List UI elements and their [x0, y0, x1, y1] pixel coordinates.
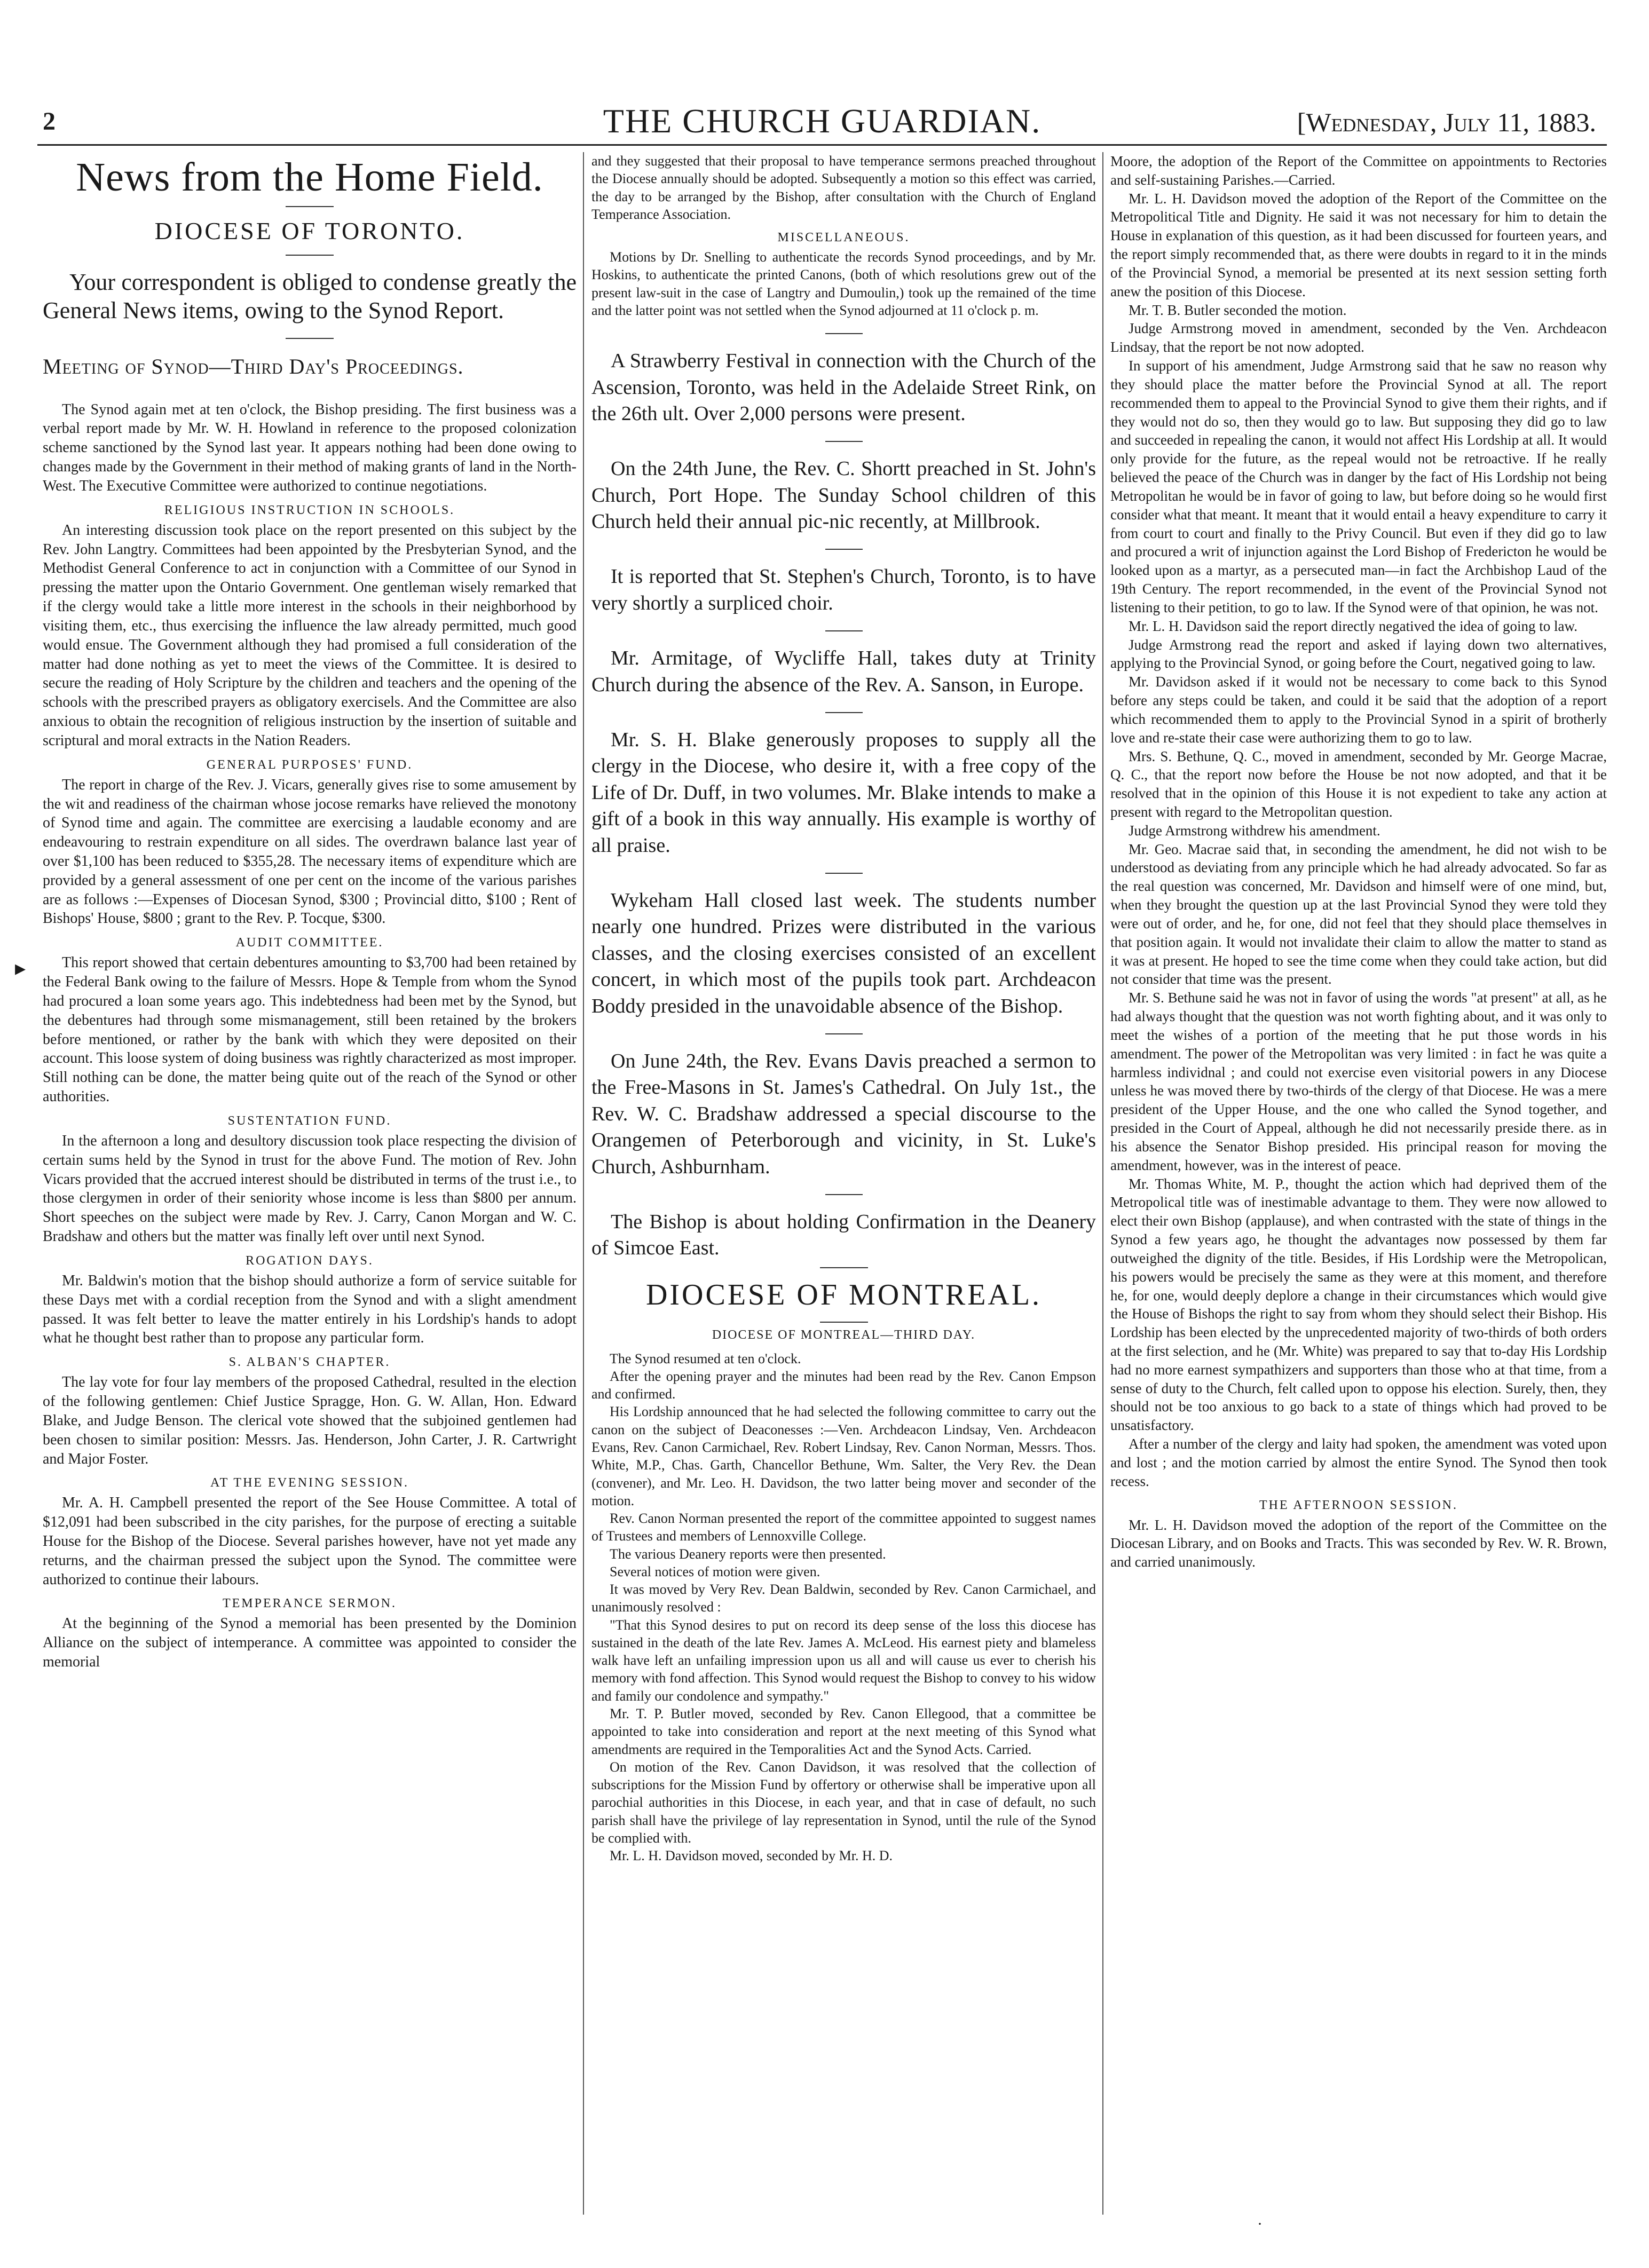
article-paragraph: This report showed that certain debentures amounting to $3,700 had been retained by the Federal Bank owing to the failure of Messrs. Hope & Temple from whom the Synod had procured a loan some years ago. This indebtedness had been met by the Synod, but the debentures had through some mismanagement, still been retained by the brokers before mentioned, or rather by the bank with which they were deposited on their account. This loose system of doing business was rightly characterized as most improper. Still nothing can be done, the matter being quite out of the reach of the Synod or other authorities. — [43, 954, 577, 1105]
subheading: RELIGIOUS INSTRUCTION IN SCHOOLS. — [164, 503, 455, 517]
article-paragraph: The Synod again met at ten o'clock, the Bishop presiding. The first business was a verbal report made by Mr. W. H. Howland in reference to the proposed colonization scheme sanctioned by the Synod last year. It appears nothing had been done owing to changes made by the Government in their method of making grants of land in the North-West. The Executive Committee were authorized to continue negotiations. — [43, 401, 577, 494]
diocese-heading: DIOCESE OF MONTREAL. — [645, 1278, 1042, 1311]
subheading: DIOCESE OF MONTREAL—THIRD DAY. — [712, 1327, 976, 1342]
divider — [825, 873, 863, 874]
divider — [825, 549, 863, 550]
article-paragraph: "That this Synod desires to put on record its deep sense of the loss this diocese has sustained in the death of the late Rev. James A. McLeod. His earnest piety and blameless walk have left an unfailing impression upon us all and will cause us ever to cherish his memory with fond affection. This Synod would request the Bishop to convey to his widow and family our condolence and sympathy." — [591, 1617, 1096, 1704]
article-paragraph: Mr. L. H. Davidson moved the adoption of the report of the Committee on the Diocesan Library, and on Books and Tracts. This was seconded by Rev. W. R. Brown, and carried unanimously. — [1110, 1516, 1607, 1570]
divider — [825, 630, 863, 631]
divider — [286, 255, 334, 256]
divider — [825, 441, 863, 442]
subheading: MISCELLANEOUS. — [777, 231, 910, 245]
column-1 — [43, 152, 577, 2225]
margin-mark: ▸ — [15, 956, 26, 980]
article-paragraph: His Lordship announced that he had selected the following committee to carry out the canon on the subject of Deaconesses :—Ven. Archdeacon Lindsay, Ven. Archdeacon Evans, Rev. Canon Carmichael, Rev. Robert Lindsay, Rev. Canon Norman, Messrs. Thos. White, M.P., Chas. Garth, Chancellor Bethune, Wm. Salter, the Very Rev. the Dean (convener), and Mr. Leo. H. Davidson, the two latter being mover and seconder of the motion. — [591, 1404, 1096, 1508]
article-paragraph: Mr. Davidson asked if it would not be necessary to come back to this Synod before any steps could be taken, and could it be said that the adoption of a report which recommended them to apply to the Provincial Synod in a spirit of brotherly love and re-state their case were authorizing them to go to law. — [1110, 674, 1607, 746]
article-paragraph: and they suggested that their proposal to have temperance sermons preached throughout the Diocese annually should be adopted. Subsequently a motion so this effect was carried, the day to be arranged by the Bishop, after consultation with the Church of England Temperance Association. — [591, 153, 1096, 222]
article-paragraph: In support of his amendment, Judge Armstrong said that he saw no reason why they should place the matter before the Provincial Synod at all. The report recommended them to appeal to the Provincial Synod to give them their rights, and if they would not do so, then they would go to law. But supposing they did go to law and succeeded in repealing the canon, it would not affect His Lordship at all. It would only provide for the future, as the repeal would not be retroactive. If he really believed the peace of the Church was in danger by the fact of His Lordship not being Metropolitan he would be in favor of going to law, but before doing so he would first consider what that meant. It meant that it would entail a heavy expenditure to carry it from court to court and finally to the Privy Council. But even if they did go to law and procured a writ of injunction against the Lord Bishop of Fredericton he would be looked upon as a martyr, as a persecuted man—in fact the Archbishop Laud of the 19th Century. The report recommended, in the event of the Provincial Synod not listening to their petition, to go to law. If the Synod were of that opinion, he was not. — [1110, 358, 1607, 615]
article-paragraph: Mr. Thomas White, M. P., thought the action which had deprived them of the Metropolical title was of inestimable advantage to them. They were now allowed to elect their own Bishop (applause), and when contrasted with the state of things in the Synod a few years ago, he thought the advantages now possessed by them far outweighed the dignity of the title. Besides, if His Lordship were the Metropolican, his powers would be precisely the same as they were at this moment, and therefore he, for one, would deeply deplore a change in their circumstances which would give the House of Bishops the right to say from whom they should select their Bishop. His Lordship has been elected by the unprecedented majority of two-thirds of both orders at the first selection, and he (Mr. White) was prepared to say that to-day His Lordship had no more earnest sympathizers and supporters than those who at that time, from a sense of duty to the Church, felt called upon to oppose his election. Surely, then, they should not be too anxious to go back to a state of things which had proved to be unsatisfactory. — [1110, 1175, 1607, 1434]
article-paragraph: At the beginning of the Synod a memorial has been presented by the Dominion Alliance on the subject of intemperance. A committee was appointed to consider the memorial — [43, 1615, 577, 1671]
article-paragraph: The lay vote for four lay members of the proposed Cathedral, resulted in the election of the following gentlemen: Chief Justice Spragge, Hon. G. W. Allan, Hon. Edward Blake, and Judge Benson. The clerical vote showed that the subjoined gentlemen had been chosen to similar position: Messrs. Jas. Henderson, John Carter, J. R. Cartwright and Major Foster. — [43, 1374, 577, 1467]
article-paragraph: Several notices of motion were given. — [610, 1563, 820, 1579]
article-paragraph: Mr. T. B. Butler seconded the motion. — [1129, 302, 1347, 318]
subheading: TEMPERANCE SERMON. — [222, 1597, 397, 1611]
section-heading: News from the Home Field. — [76, 155, 543, 200]
article-paragraph: Mr. A. H. Campbell presented the report of the See House Committee. A total of $12,091 had been subscribed in the city parishes, for the purpose of erecting a suitable House for the Bishop of the Diocese. Several parishes however, have not yet made any returns, and the chairman pressed the subject upon the Synod. The committee were authorized to continue their labours. — [43, 1495, 577, 1588]
article-paragraph: In the afternoon a long and desultory discussion took place respecting the division of certain sums held by the Synod in trust for the above Fund. The motion of Rev. John Vicars provided that the accrued interest should be distributed in terms of the trust i.e., to those clergymen in order of their seniority whose income is less than $800 per annum. Short speeches on the subject were made by Rev. J. Carry, Canon Morgan and W. C. Bradshaw and others but the matter was finally left over until next Synod. — [43, 1132, 577, 1245]
divider — [820, 1267, 868, 1268]
divider — [825, 333, 863, 334]
article-paragraph: Judge Armstrong read the report and asked if laying down two alternatives, applying to the Provincial Synod, or going before the Court, negatived going to law. — [1110, 636, 1607, 671]
column-divider — [583, 152, 584, 2215]
article-paragraph: The Synod resumed at ten o'clock. — [610, 1350, 801, 1366]
article-paragraph: Mr. S. Bethune said he was not in favor of using the words "at present" at all, as he had always thought that the question was not worth fighting about, and it was only to meet the wishes of a portion of the meeting that he put those words in his amendment. The power of the Metropolitan was very limited : in fact he was quite a harmless individnal ; and could not exercise even visitorial powers in any Diocese unless he was moved there by two-thirds of the clergy of that Diocese. He was a mere president of the Upper House, and the one who called the Synod together, and presided in the Court of Appeal, although he did not necessarily preside there. as in his absence the Senator Bishop presided. His principal reason for moving the amendment, however, was in the interest of peace. — [1110, 990, 1607, 1173]
article-paragraph: Mr. L. H. Davidson moved the adoption of the Report of the Committee on the Metropolitical Title and Dignity. He said it was not necessary for him to detain the House in explanation of this question, as it had been discussed for fourteen years, and the report simply recommended that, as there were doubts in regard to it in the minds of the Provincial Synod, a memorial be presented at its next session setting forth anew the position of this Diocese. — [1110, 190, 1607, 299]
subheading: ROGATION DAYS. — [246, 1253, 374, 1268]
diocese-heading: DIOCESE OF TORONTO. — [154, 217, 465, 244]
article-paragraph: Mr. L. H. Davidson said the report directly negatived the idea of going to law. — [1129, 618, 1578, 634]
divider — [825, 1033, 863, 1034]
divider — [825, 1194, 863, 1195]
article-paragraph: Mrs. S. Bethune, Q. C., moved in amendment, seconded by Mr. George Macrae, Q. C., that the report now before the House be not now adopted, and that it be resolved that in the opinion of this House it is not expedient to take any action at present with regard to the Metropolitan question. — [1110, 748, 1607, 820]
intro-paragraph: Your correspondent is obliged to condense greatly the General News items, owing to the Synod Report. — [43, 269, 577, 323]
column-3 — [1110, 152, 1607, 2225]
subheading: GENERAL PURPOSES' FUND. — [206, 757, 413, 772]
printer-mark: · — [1257, 2215, 1263, 2233]
subheading: AUDIT COMMITTEE. — [235, 936, 384, 950]
article-paragraph: Judge Armstrong withdrew his amendment. — [1129, 822, 1380, 839]
column-divider — [1102, 152, 1103, 2215]
news-item: It is reported that St. Stephen's Church, Toronto, is to have very shortly a surpliced choir. — [591, 565, 1096, 614]
newspaper-title: THE CHURCH GUARDIAN. — [603, 102, 1042, 140]
article-paragraph: The various Deanery reports were then presented. — [610, 1546, 886, 1562]
divider — [820, 1322, 868, 1323]
news-item: The Bishop is about holding Confirmation in the Deanery of Simcoe East. — [591, 1210, 1096, 1260]
article-paragraph: It was moved by Very Rev. Dean Baldwin, seconded by Rev. Canon Carmichael, and unanimously resolved : — [591, 1582, 1096, 1615]
divider — [825, 712, 863, 713]
news-item: A Strawberry Festival in connection with the Church of the Ascension, Toronto, was held in the Adelaide Street Rink, on the 26th ult. Over 2,000 persons were present. — [591, 350, 1096, 425]
article-paragraph: After the opening prayer and the minutes had been read by the Rev. Canon Empson and confirmed. — [591, 1368, 1096, 1402]
subheading: AT THE EVENING SESSION. — [210, 1476, 409, 1490]
article-paragraph: Judge Armstrong moved in amendment, seconded by the Ven. Archdeacon Lindsay, that the report be not now adopted. — [1110, 320, 1607, 355]
divider — [286, 338, 334, 339]
article-paragraph: Moore, the adoption of the Report of the Committee on appointments to Rectories and self-sustaining Parishes.—Carried. — [1110, 153, 1607, 188]
article-paragraph: Mr. T. P. Butler moved, seconded by Rev. Canon Ellegood, that a committee be appointed to take into consideration and report at the next meeting of this Synod what amendments are required in the Temporalities Act and the Synod Acts. Carried. — [591, 1705, 1096, 1757]
subheading: S. ALBAN'S CHAPTER. — [228, 1355, 391, 1370]
article-paragraph: After a number of the clergy and laity had spoken, the amendment was voted upon and lost ; and the motion carried by almost the entire Synod. The Synod then took recess. — [1110, 1436, 1607, 1489]
news-item: On June 24th, the Rev. Evans Davis preached a sermon to the Free-Masons in St. James's Cathedral. On July 1st., the Rev. W. C. Bradshaw addressed a special discourse to the Orangemen of Peterborough and vicinity, in St. Luke's Church, Ashburnham. — [591, 1049, 1096, 1178]
article-paragraph: Mr. L. H. Davidson moved, seconded by Mr. H. D. — [610, 1848, 893, 1864]
article-paragraph: Mr. Geo. Macrae said that, in seconding the amendment, he did not wish to be understood as deviating from any principle which he had already advocated. So far as the real question was concerned, Mr. Davidson and himself were of one mind, but, when they brought the question up at the last Provincial Synod they were told they were out of order, and he, for one, did not feel that they should place themselves in that position again. It would not invalidate their claim to allow the matter to stand as it was at present. He hoped to see the time come when they could take action, but did not consider that time was the present. — [1110, 841, 1607, 987]
article-paragraph: On motion of the Rev. Canon Davidson, it was resolved that the collection of subscriptions for the Mission Fund by offertory or otherwise shall be imperative upon all parochial authorities in this Diocese, in each year, and that in case of default, no such parish shall have the privilege of lay representation in Synod, until the rule of the Synod be complied with. — [591, 1759, 1096, 1846]
column-2 — [591, 152, 1096, 2225]
news-item: On the 24th June, the Rev. C. Shortt preached in St. John's Church, Port Hope. The Sunday School children of this Church held their annual pic-nic recently, at Millbrook. — [591, 457, 1096, 533]
article-paragraph: Rev. Canon Norman presented the report of the committee appointed to suggest names of Trustees and members of Lennoxville College. — [591, 1511, 1096, 1544]
article-paragraph: An interesting discussion took place on the report presented on this subject by the Rev. John Langtry. Committees had been appointed by the Presbyterian Synod, and the Methodist General Conference to act in conjunction with a Committee of our Synod in pressing the matter upon the Ontario Government. One gentleman wisely remarked that if the clergy would take a little more interest in the schools in their neighborhood by visiting them, etc., thus exercising the influence the law already permitted, much good would ensue. The Government although they had promised a full consideration of the matter had done nothing as yet to meet the views of the Committee. It is desired to secure the reading of Holy Scripture by the children and teachers and the opening of the schools with the prescribed prayers as obligatory exercisels. And the Committee are also anxious to obtain the recognition of religious instruction by the insertion of suitable and scriptural and moral extracts in the Nation Readers. — [43, 521, 577, 749]
news-item: Mr. S. H. Blake generously proposes to supply all the clergy in the Diocese, who desire it, with a free copy of the Life of Dr. Duff, in two volumes. Mr. Blake intends to make a gift of a book in this way annually. His example is worthy of all praise. — [591, 729, 1096, 857]
subheading: THE AFTERNOON SESSION. — [1259, 1498, 1458, 1512]
article-paragraph: Mr. Baldwin's motion that the bishop should authorize a form of service suitable for these Days met with a cordial reception from the Synod and with a slight amendment passed. It was felt better to leave the matter entirely in his Lordship's hands to adopt what he thought best rather than to propose any particular form. — [43, 1272, 577, 1347]
page-number: 2 — [43, 107, 56, 136]
article-paragraph: Motions by Dr. Snelling to authenticate the records Synod proceedings, and by Mr. Hoskins, to authenticate the printed Canons, (both of which resolutions grew out of the present law-suit in the case of Langtry and Dumoulin,) took up the remained of the time and the latter point was not settled when the Synod adjourned at 11 o'clock p. m. — [591, 249, 1096, 318]
subheading: SUSTENTATION FUND. — [227, 1113, 392, 1128]
article-paragraph: The report in charge of the Rev. J. Vicars, generally gives rise to some amusement by the wit and readiness of the chairman whose jocose remarks have relieved the monotony of Synod time and again. The committee are exercising a laudable economy and are endeavouring to restrain expenditure on all sides. The overdrawn balance last year of over $1,100 has been reduced to $355,28. The necessary items of expenditure which are provided by a general assessment of one per cent on the income of the various parishes are as follows :—Expenses of Diocesan Synod, $300 ; Provincial ditto, $100 ; Rent of Bishops' House, $800 ; grant to the Rev. P. Tocque, $300. — [43, 776, 577, 927]
issue-date: [Wednesday, July 11, 1883. — [1297, 107, 1596, 137]
meeting-heading: Meeting of Synod—Third Day's Proceedings. — [43, 354, 464, 378]
masthead — [37, 101, 1607, 146]
divider — [286, 206, 334, 207]
news-item: Wykeham Hall closed last week. The students number nearly one hundred. Prizes were distributed in the various classes, and the closing exercises consisted of an excellent concert, in which most of the pupils took part. Archdeacon Boddy presided in the unavoidable absence of the Bishop. — [591, 889, 1096, 1017]
news-item: Mr. Armitage, of Wycliffe Hall, takes duty at Trinity Church during the absence of the Rev. A. Sanson, in Europe. — [591, 647, 1096, 696]
